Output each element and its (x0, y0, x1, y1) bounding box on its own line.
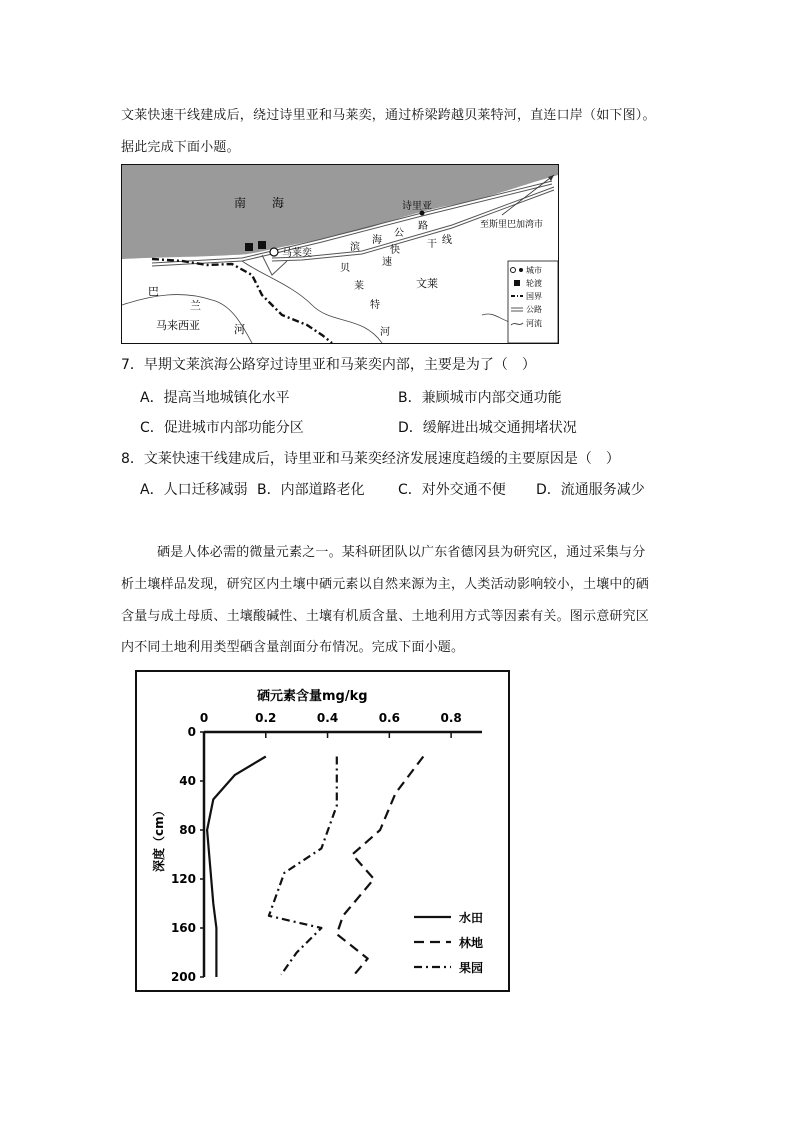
selenium-chart (135, 670, 510, 992)
road-char-3: 公 (394, 228, 404, 239)
series-line-3 (269, 757, 337, 975)
q8-option-c: C．对外交通不便 (398, 482, 506, 498)
kb-city (270, 248, 278, 256)
passage1-line1: 文莱快速干线建成后，绕过诗里亚和马莱奕，通过桥梁跨越贝莱特河，直连口岸（如下图）。 (121, 108, 656, 123)
q8-stem: 8．文莱快速干线建成后，诗里亚和马莱奕经济发展速度趋缓的主要原因是（ ） (121, 451, 620, 467)
river-char-3: 特 (370, 300, 380, 311)
ferry-icon-1 (245, 243, 253, 251)
legend-label-1: 水田 (459, 911, 484, 925)
legend-label-2: 林地 (459, 936, 484, 950)
legend-road: 公路 (526, 305, 542, 314)
passage2-line3: 含量与成土母质、土壤酸碱性、土壤有机质含量、土地利用方式等因素有关。图示意研究区 (121, 609, 650, 624)
x-tick-label: 0.2 (255, 711, 277, 725)
ferry-icon-2 (258, 241, 266, 249)
road-char-2: 海 (372, 235, 382, 246)
expressway-char-2: 线 (442, 235, 452, 246)
q7-option-b: B．兼顾城市内部交通功能 (398, 390, 562, 406)
chart-title: 硒元素含量mg/kg (257, 689, 368, 704)
baram-char-2: 兰 (190, 299, 201, 312)
x-tick-label: 0.8 (440, 711, 462, 725)
passage2-line2: 析土壤样品发现，研究区内土壤中硒元素以自然来源为主，人类活动影响较小，土壤中的硒 (121, 577, 650, 592)
legend-border: 国界 (526, 292, 542, 301)
y-tick-label: 0 (187, 725, 196, 739)
legend-river: 河流 (526, 319, 542, 328)
seria-label: 诗里亚 (402, 201, 432, 212)
q8-option-d: D．流通服务减少 (536, 482, 645, 498)
legend-city: 城市 (526, 266, 542, 275)
chart-svg (137, 672, 508, 990)
y-tick-label: 40 (179, 774, 196, 788)
baram-char-1: 巴 (148, 285, 159, 298)
q7-stem: 7．早期文莱滨海公路穿过诗里亚和马莱奕内部，主要是为了（ ） (121, 357, 536, 373)
brunei-label: 文莱 (416, 277, 438, 290)
x-tick-label: 0 (199, 711, 209, 725)
malaysia-label: 马来西亚 (156, 319, 200, 332)
sea-label-1: 南 (234, 196, 247, 210)
y-tick-label: 200 (170, 970, 196, 984)
road-char-1: 滨 (350, 242, 360, 253)
legend-label-3: 果园 (459, 961, 484, 975)
q7-option-a: A．提高当地城镇化水平 (140, 390, 290, 406)
q8-option-a: A．人口迁移减弱 (140, 482, 248, 498)
river-char-1: 贝 (340, 263, 350, 274)
sea-label-2: 海 (272, 196, 285, 210)
x-tick-label: 0.6 (378, 711, 400, 725)
q7-option-d: D．缓解进出城交通拥堵状况 (398, 420, 577, 436)
x-tick-label: 0.4 (316, 711, 339, 725)
q8-option-b: B．内部道路老化 (257, 482, 365, 498)
expressway-char-1: 干 (427, 239, 437, 250)
chart-ylabel: 深度（cm） (152, 804, 166, 872)
belait-river (242, 261, 382, 343)
y-tick-label: 80 (179, 823, 196, 837)
expressway-char-4: 速 (382, 257, 392, 268)
river-char-4: 河 (380, 327, 390, 338)
legend-ferry: 轮渡 (526, 279, 542, 288)
river-char-2: 莱 (354, 281, 364, 292)
sea-area (122, 165, 558, 259)
baram-char-3: 河 (234, 323, 245, 336)
expressway-char-3: 快 (390, 245, 400, 256)
map-svg (122, 165, 558, 343)
kb-label: 马莱奕 (282, 248, 312, 259)
bsb-label: 至斯里巴加湾市 (480, 220, 544, 230)
road-char-4: 路 (418, 221, 428, 232)
passage1-line2: 据此完成下面小题。 (121, 140, 240, 155)
series-line-1 (207, 757, 266, 978)
y-tick-label: 160 (170, 921, 196, 935)
q7-option-c: C．促进城市内部功能分区 (140, 420, 304, 436)
series-line-2 (337, 757, 424, 978)
passage2-line4: 内不同土地利用类型硒含量剖面分布情况。完成下面小题。 (121, 640, 465, 655)
brunei-map (121, 164, 559, 344)
y-tick-label: 120 (170, 872, 196, 886)
passage2-line1: 硒是人体必需的微量元素之一。某科研团队以广东省德冈县为研究区，通过采集与分 (157, 545, 646, 560)
